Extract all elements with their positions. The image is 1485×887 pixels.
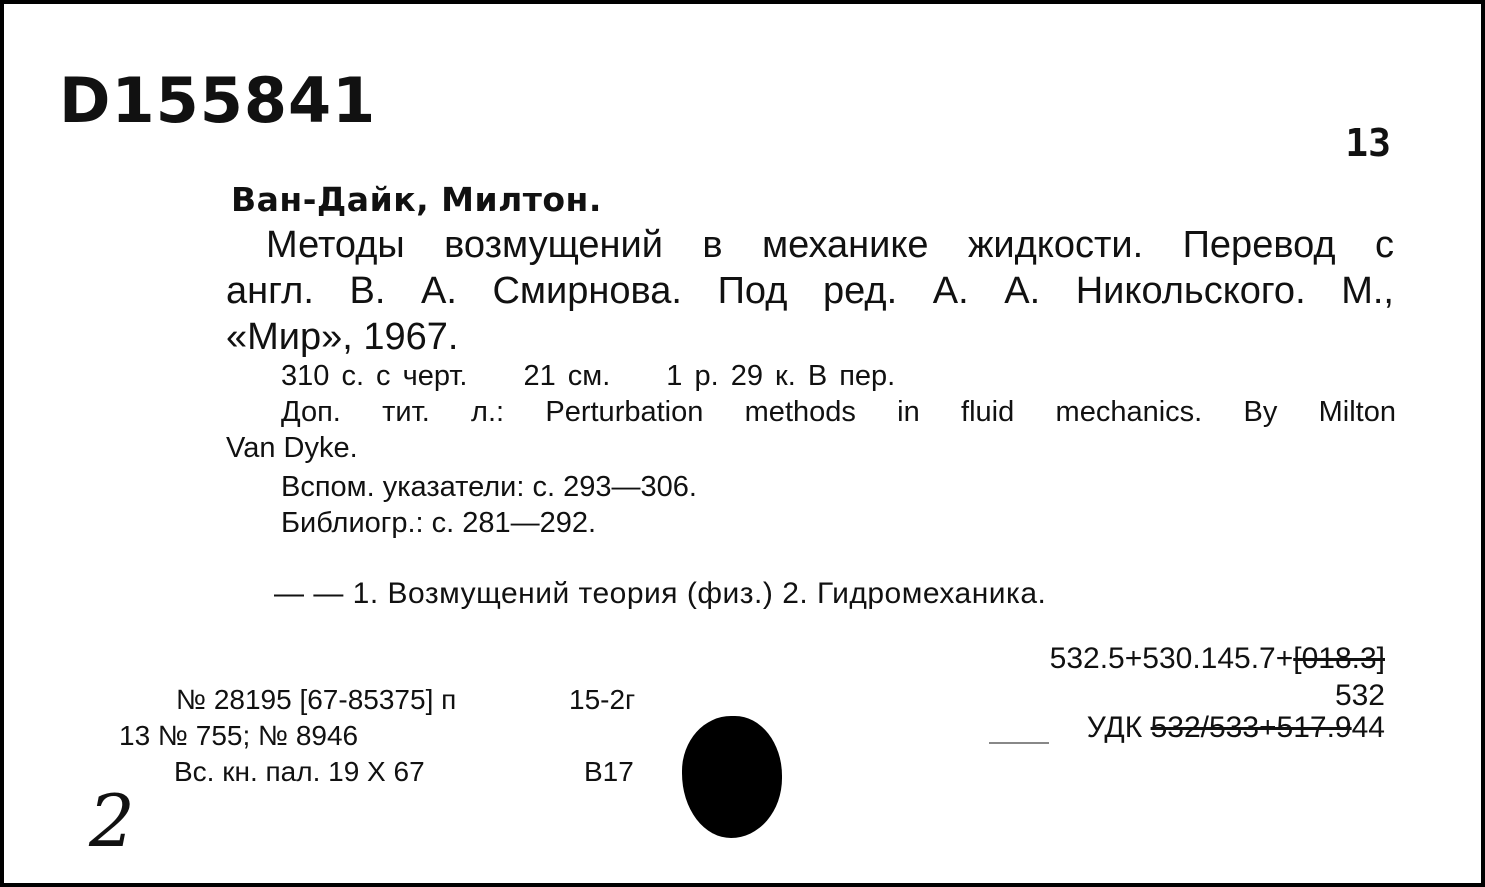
registration-code: 15-2г bbox=[569, 684, 636, 715]
shelfmark: D155841 bbox=[59, 64, 377, 137]
udc-label: УДК bbox=[1086, 711, 1143, 744]
card-number: 13 bbox=[1345, 121, 1391, 165]
udc-line bbox=[1087, 711, 1385, 745]
classification-prefix: 532.5+530.145.7+ bbox=[1049, 642, 1294, 675]
registration-line: № 28195 [67-85375] п bbox=[176, 684, 457, 715]
collation bbox=[281, 360, 895, 393]
bibliography-note: Библиогр.: с. 281—292. bbox=[281, 507, 597, 539]
registration-line: Вс. кн. пал. 19 X 67 bbox=[174, 756, 425, 787]
classification-line-2: 532 bbox=[1334, 679, 1385, 712]
registration-code: В17 bbox=[584, 756, 634, 787]
punch-hole bbox=[682, 716, 782, 838]
author-heading: Ван-Дайк, Милтон. bbox=[231, 180, 602, 219]
added-title-line: Доп. тит. л.: Perturbation methods in fluid mechanics. By Milton bbox=[281, 396, 1396, 428]
title-line: англ. В. А. Смирнова. Под ред. А. А. Никольского. М., bbox=[226, 270, 1394, 312]
added-title-line: Van Dyke. bbox=[226, 432, 358, 464]
registration-line: 13 № 755; № 8946 bbox=[119, 720, 359, 751]
classification-line bbox=[1050, 642, 1385, 676]
collation-price: 1 р. 29 к. В пер. bbox=[666, 360, 896, 392]
subject-headings: — — 1. Возмущений теория (физ.) 2. Гидромеханика. bbox=[274, 577, 1047, 610]
classification-struck: [018.3] bbox=[1293, 642, 1385, 675]
collation-size: 21 см. bbox=[523, 360, 611, 392]
collation-pages: 310 с. с черт. bbox=[281, 360, 468, 392]
title-line: «Мир», 1967. bbox=[226, 316, 459, 358]
pencil-underline bbox=[989, 742, 1049, 744]
title-statement bbox=[226, 222, 1394, 360]
index-note: Вспом. указатели: с. 293—306. bbox=[281, 471, 697, 503]
udc-end: 44 bbox=[1351, 711, 1385, 744]
handwritten-mark: 2 bbox=[89, 779, 135, 863]
title-line: Методы возмущений в механике жидкости. Перевод с bbox=[266, 224, 1394, 266]
added-title-note bbox=[226, 394, 1396, 466]
udc-struck: 532/533+517.9 bbox=[1150, 711, 1352, 744]
